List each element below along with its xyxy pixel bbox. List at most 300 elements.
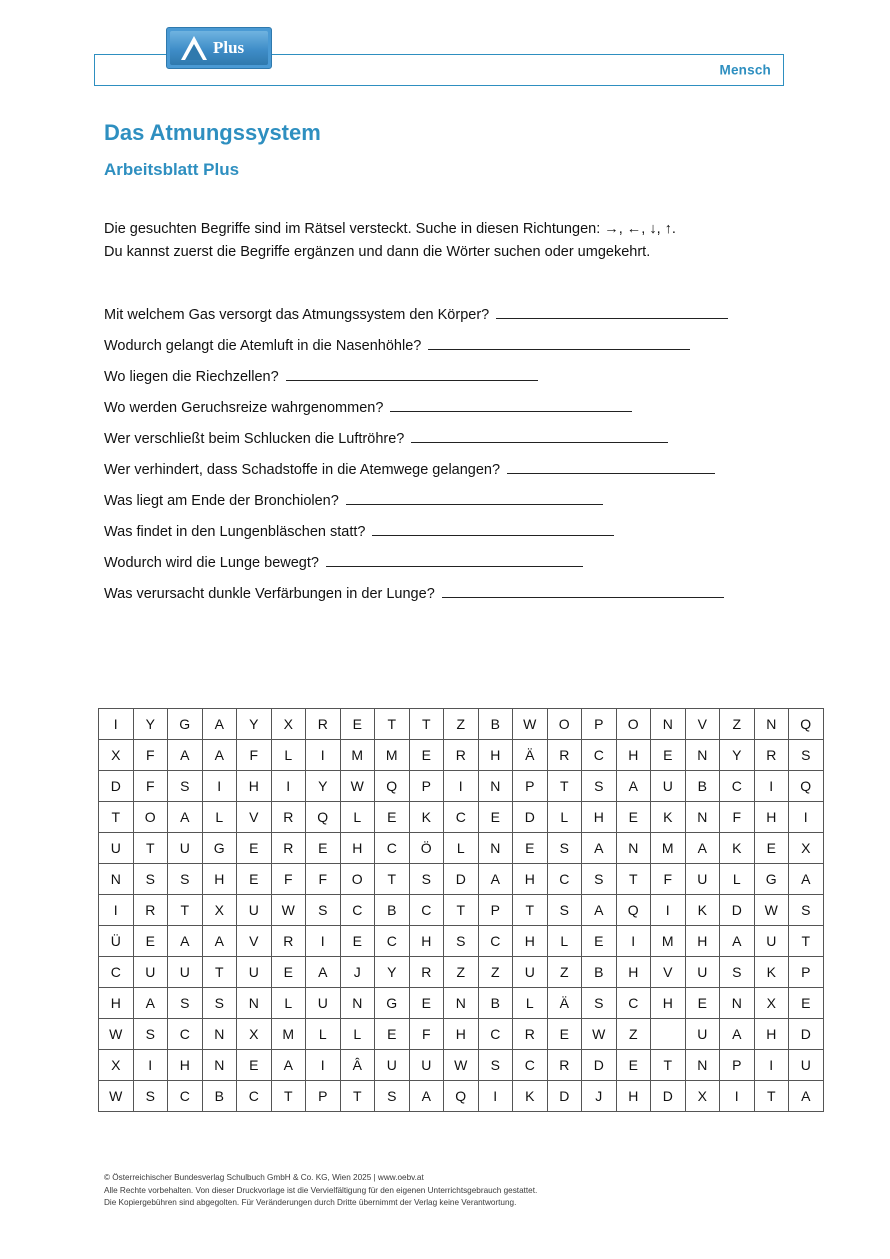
grid-row xyxy=(99,802,824,833)
grid-cell[interactable]: L xyxy=(547,802,582,833)
grid-cell[interactable]: U xyxy=(789,1050,824,1081)
grid-cell[interactable]: I xyxy=(306,926,341,957)
grid-cell[interactable]: A xyxy=(582,895,617,926)
grid-cell[interactable]: E xyxy=(271,957,306,988)
grid-cell[interactable]: F xyxy=(133,771,168,802)
grid-cell[interactable]: H xyxy=(478,740,513,771)
grid-cell[interactable]: Â xyxy=(340,1050,375,1081)
grid-cell[interactable]: R xyxy=(133,895,168,926)
grid-cell[interactable]: X xyxy=(237,1019,272,1050)
grid-cell[interactable]: L xyxy=(306,1019,341,1050)
grid-cell[interactable]: E xyxy=(409,740,444,771)
grid-cell[interactable]: P xyxy=(789,957,824,988)
grid-cell[interactable]: N xyxy=(720,988,755,1019)
grid-cell[interactable]: N xyxy=(685,802,720,833)
grid-cell[interactable]: N xyxy=(99,864,134,895)
grid-cell[interactable]: E xyxy=(616,802,651,833)
grid-cell[interactable]: C xyxy=(444,802,479,833)
grid-cell[interactable]: C xyxy=(375,926,410,957)
answer-blank-line[interactable] xyxy=(286,366,538,381)
grid-cell[interactable]: U xyxy=(375,1050,410,1081)
grid-cell[interactable]: Ü xyxy=(99,926,134,957)
grid-cell[interactable]: A xyxy=(685,833,720,864)
grid-cell[interactable]: D xyxy=(99,771,134,802)
grid-cell[interactable]: I xyxy=(444,771,479,802)
grid-cell[interactable]: T xyxy=(444,895,479,926)
grid-cell[interactable]: A xyxy=(202,709,237,740)
grid-cell[interactable]: Q xyxy=(789,771,824,802)
grid-cell[interactable]: H xyxy=(168,1050,203,1081)
grid-cell[interactable]: E xyxy=(616,1050,651,1081)
grid-cell[interactable]: A xyxy=(133,988,168,1019)
grid-cell[interactable]: G xyxy=(375,988,410,1019)
grid-cell[interactable]: X xyxy=(789,833,824,864)
grid-cell[interactable]: U xyxy=(168,833,203,864)
grid-cell[interactable]: I xyxy=(306,740,341,771)
grid-cell[interactable]: W xyxy=(271,895,306,926)
grid-cell[interactable]: Y xyxy=(720,740,755,771)
grid-cell[interactable]: Q xyxy=(616,895,651,926)
grid-cell[interactable]: T xyxy=(271,1081,306,1112)
grid-cell[interactable]: N xyxy=(237,988,272,1019)
grid-cell[interactable]: B xyxy=(582,957,617,988)
publisher-logo xyxy=(166,27,272,69)
grid-cell[interactable]: W xyxy=(444,1050,479,1081)
answer-blank-line[interactable] xyxy=(411,428,668,443)
question-row xyxy=(104,335,804,366)
grid-cell[interactable]: C xyxy=(478,1019,513,1050)
grid-cell[interactable]: T xyxy=(547,771,582,802)
grid-cell[interactable]: S xyxy=(409,864,444,895)
grid-cell[interactable]: P xyxy=(720,1050,755,1081)
grid-cell[interactable]: K xyxy=(685,895,720,926)
grid-cell[interactable]: U xyxy=(168,957,203,988)
grid-cell[interactable]: I xyxy=(133,1050,168,1081)
grid-cell[interactable]: A xyxy=(478,864,513,895)
answer-blank-line[interactable] xyxy=(390,397,632,412)
grid-cell[interactable]: L xyxy=(202,802,237,833)
grid-cell[interactable]: H xyxy=(409,926,444,957)
grid-cell[interactable]: V xyxy=(651,957,686,988)
grid-cell[interactable]: S xyxy=(582,988,617,1019)
grid-cell[interactable]: R xyxy=(409,957,444,988)
grid-cell[interactable]: Ä xyxy=(547,988,582,1019)
grid-cell[interactable]: H xyxy=(582,802,617,833)
grid-cell[interactable]: E xyxy=(478,802,513,833)
grid-row xyxy=(99,864,824,895)
grid-cell[interactable]: A xyxy=(720,926,755,957)
grid-cell[interactable]: E xyxy=(237,864,272,895)
question-row xyxy=(104,552,804,583)
grid-cell[interactable]: N xyxy=(444,988,479,1019)
grid-cell[interactable]: U xyxy=(237,957,272,988)
grid-cell[interactable]: H xyxy=(340,833,375,864)
grid-cell[interactable]: G xyxy=(754,864,789,895)
grid-cell[interactable]: B xyxy=(478,988,513,1019)
grid-cell[interactable]: T xyxy=(99,802,134,833)
grid-cell[interactable]: I xyxy=(754,1050,789,1081)
grid-cell[interactable]: C xyxy=(375,833,410,864)
grid-cell[interactable]: T xyxy=(133,833,168,864)
grid-cell[interactable]: U xyxy=(133,957,168,988)
grid-cell[interactable]: I xyxy=(616,926,651,957)
grid-cell[interactable]: H xyxy=(237,771,272,802)
grid-cell[interactable]: W xyxy=(513,709,548,740)
grid-cell[interactable]: J xyxy=(582,1081,617,1112)
grid-cell[interactable]: A xyxy=(582,833,617,864)
grid-row xyxy=(99,1050,824,1081)
grid-cell[interactable]: U xyxy=(409,1050,444,1081)
grid-cell[interactable]: I xyxy=(651,895,686,926)
grid-cell[interactable]: Z xyxy=(720,709,755,740)
grid-cell[interactable]: S xyxy=(478,1050,513,1081)
grid-cell[interactable]: U xyxy=(651,771,686,802)
grid-cell[interactable]: T xyxy=(616,864,651,895)
grid-cell[interactable]: F xyxy=(720,802,755,833)
grid-cell[interactable]: I xyxy=(720,1081,755,1112)
grid-cell[interactable]: S xyxy=(375,1081,410,1112)
grid-cell[interactable]: C xyxy=(720,771,755,802)
grid-cell[interactable]: O xyxy=(340,864,375,895)
grid-cell[interactable] xyxy=(651,1019,686,1050)
grid-cell[interactable]: C xyxy=(513,1050,548,1081)
grid-cell[interactable]: N xyxy=(478,771,513,802)
grid-cell[interactable]: A xyxy=(202,926,237,957)
grid-cell[interactable]: R xyxy=(754,740,789,771)
grid-cell[interactable]: N xyxy=(685,740,720,771)
grid-cell[interactable]: A xyxy=(168,740,203,771)
grid-cell[interactable]: X xyxy=(99,1050,134,1081)
grid-cell[interactable]: H xyxy=(754,802,789,833)
grid-cell[interactable]: S xyxy=(582,771,617,802)
grid-cell[interactable]: E xyxy=(340,709,375,740)
grid-cell[interactable]: D xyxy=(582,1050,617,1081)
grid-cell[interactable]: S xyxy=(133,1019,168,1050)
grid-cell[interactable]: T xyxy=(375,709,410,740)
grid-cell[interactable]: H xyxy=(651,988,686,1019)
grid-cell[interactable]: K xyxy=(720,833,755,864)
grid-cell[interactable]: Z xyxy=(547,957,582,988)
answer-blank-line[interactable] xyxy=(346,490,603,505)
grid-cell[interactable]: E xyxy=(651,740,686,771)
grid-cell[interactable]: H xyxy=(444,1019,479,1050)
grid-cell[interactable]: A xyxy=(168,802,203,833)
grid-cell[interactable]: I xyxy=(99,895,134,926)
grid-cell[interactable]: T xyxy=(754,1081,789,1112)
grid-cell[interactable]: W xyxy=(754,895,789,926)
grid-cell[interactable]: E xyxy=(237,833,272,864)
grid-cell[interactable]: N xyxy=(340,988,375,1019)
grid-cell[interactable]: S xyxy=(789,895,824,926)
grid-cell[interactable]: N xyxy=(616,833,651,864)
grid-cell[interactable]: A xyxy=(789,864,824,895)
grid-cell[interactable]: L xyxy=(444,833,479,864)
grid-cell[interactable]: H xyxy=(616,957,651,988)
grid-cell[interactable]: U xyxy=(513,957,548,988)
grid-cell[interactable]: D xyxy=(513,802,548,833)
grid-cell[interactable]: Ä xyxy=(513,740,548,771)
grid-cell[interactable]: H xyxy=(513,926,548,957)
grid-cell[interactable]: S xyxy=(306,895,341,926)
grid-cell[interactable]: K xyxy=(409,802,444,833)
grid-cell[interactable]: S xyxy=(582,864,617,895)
grid-cell[interactable]: A xyxy=(202,740,237,771)
grid-cell[interactable]: Z xyxy=(444,957,479,988)
grid-cell[interactable]: S xyxy=(133,864,168,895)
grid-cell[interactable]: Y xyxy=(133,709,168,740)
grid-cell[interactable]: I xyxy=(99,709,134,740)
grid-cell[interactable]: Q xyxy=(789,709,824,740)
grid-cell[interactable]: U xyxy=(685,1019,720,1050)
grid-cell[interactable]: C xyxy=(99,957,134,988)
grid-cell[interactable]: C xyxy=(582,740,617,771)
grid-cell[interactable]: N xyxy=(202,1019,237,1050)
grid-cell[interactable]: M xyxy=(651,833,686,864)
grid-cell[interactable]: O xyxy=(133,802,168,833)
grid-cell[interactable]: I xyxy=(789,802,824,833)
grid-cell[interactable]: B xyxy=(478,709,513,740)
grid-cell[interactable]: S xyxy=(720,957,755,988)
grid-cell[interactable]: X xyxy=(202,895,237,926)
grid-cell[interactable]: U xyxy=(99,833,134,864)
logo-label: Plus xyxy=(213,38,245,57)
grid-cell[interactable]: G xyxy=(168,709,203,740)
grid-cell[interactable]: B xyxy=(685,771,720,802)
grid-cell[interactable]: F xyxy=(271,864,306,895)
grid-cell[interactable]: B xyxy=(375,895,410,926)
grid-cell[interactable]: H xyxy=(754,1019,789,1050)
grid-cell[interactable]: S xyxy=(547,833,582,864)
grid-cell[interactable]: W xyxy=(99,1019,134,1050)
grid-row xyxy=(99,926,824,957)
grid-cell[interactable]: M xyxy=(651,926,686,957)
grid-cell[interactable]: K xyxy=(513,1081,548,1112)
grid-cell[interactable]: Q xyxy=(375,771,410,802)
grid-cell[interactable]: P xyxy=(513,771,548,802)
answer-blank-line[interactable] xyxy=(372,521,614,536)
grid-cell[interactable]: E xyxy=(547,1019,582,1050)
grid-cell[interactable]: J xyxy=(340,957,375,988)
grid-cell[interactable]: N xyxy=(651,709,686,740)
grid-cell[interactable]: D xyxy=(651,1081,686,1112)
grid-cell[interactable]: P xyxy=(306,1081,341,1112)
grid-cell[interactable]: C xyxy=(168,1019,203,1050)
grid-cell[interactable]: P xyxy=(582,709,617,740)
grid-cell[interactable]: K xyxy=(651,802,686,833)
grid-cell[interactable]: U xyxy=(237,895,272,926)
footer-line-1: © Österreichischer Bundesverlag Schulbuch GmbH & Co. KG, Wien 2025 | www.oebv.at xyxy=(104,1173,424,1182)
grid-cell[interactable]: Z xyxy=(444,709,479,740)
grid-cell[interactable]: S xyxy=(202,988,237,1019)
grid-cell[interactable]: T xyxy=(789,926,824,957)
grid-cell[interactable]: Q xyxy=(444,1081,479,1112)
grid-cell[interactable]: D xyxy=(547,1081,582,1112)
grid-cell[interactable]: X xyxy=(99,740,134,771)
grid-cell[interactable]: I xyxy=(202,771,237,802)
grid-cell[interactable]: X xyxy=(271,709,306,740)
grid-cell[interactable]: S xyxy=(444,926,479,957)
grid-cell[interactable]: T xyxy=(168,895,203,926)
grid-cell[interactable]: L xyxy=(720,864,755,895)
grid-cell[interactable]: T xyxy=(375,864,410,895)
grid-cell[interactable]: P xyxy=(478,895,513,926)
grid-cell[interactable]: N xyxy=(754,709,789,740)
grid-cell[interactable]: A xyxy=(789,1081,824,1112)
grid-cell[interactable]: R xyxy=(444,740,479,771)
grid-cell[interactable]: X xyxy=(754,988,789,1019)
grid-cell[interactable]: M xyxy=(340,740,375,771)
grid-cell[interactable]: T xyxy=(340,1081,375,1112)
question-text: Mit welchem Gas versorgt das Atmungssystem den Körper? xyxy=(104,307,490,323)
grid-cell[interactable]: C xyxy=(340,895,375,926)
grid-cell[interactable]: C xyxy=(237,1081,272,1112)
grid-cell[interactable]: R xyxy=(547,1050,582,1081)
grid-cell[interactable]: E xyxy=(582,926,617,957)
grid-cell[interactable]: Y xyxy=(306,771,341,802)
grid-cell[interactable]: F xyxy=(651,864,686,895)
grid-cell[interactable]: I xyxy=(754,771,789,802)
grid-cell[interactable]: H xyxy=(685,926,720,957)
grid-cell[interactable]: R xyxy=(513,1019,548,1050)
grid-cell[interactable]: S xyxy=(789,740,824,771)
grid-cell[interactable]: N xyxy=(685,1050,720,1081)
grid-cell[interactable]: L xyxy=(271,740,306,771)
grid-cell[interactable]: I xyxy=(271,771,306,802)
grid-cell[interactable]: S xyxy=(168,864,203,895)
grid-cell[interactable]: H xyxy=(616,1081,651,1112)
grid-cell[interactable]: A xyxy=(409,1081,444,1112)
grid-cell[interactable]: S xyxy=(547,895,582,926)
grid-cell[interactable]: Z xyxy=(616,1019,651,1050)
grid-cell[interactable]: S xyxy=(133,1081,168,1112)
grid-cell[interactable]: U xyxy=(754,926,789,957)
grid-cell[interactable]: F xyxy=(306,864,341,895)
grid-cell[interactable]: E xyxy=(375,1019,410,1050)
grid-cell[interactable]: R xyxy=(271,802,306,833)
grid-cell[interactable]: E xyxy=(513,833,548,864)
grid-cell[interactable]: M xyxy=(271,1019,306,1050)
grid-cell[interactable]: L xyxy=(340,1019,375,1050)
grid-cell[interactable]: L xyxy=(547,926,582,957)
grid-cell[interactable]: R xyxy=(547,740,582,771)
grid-cell[interactable]: E xyxy=(237,1050,272,1081)
grid-cell[interactable]: R xyxy=(306,709,341,740)
grid-cell[interactable]: A xyxy=(306,957,341,988)
grid-cell[interactable]: L xyxy=(271,988,306,1019)
grid-cell[interactable]: E xyxy=(133,926,168,957)
grid-cell[interactable]: E xyxy=(375,802,410,833)
grid-row xyxy=(99,895,824,926)
answer-blank-line[interactable] xyxy=(428,335,690,350)
grid-cell[interactable]: Z xyxy=(478,957,513,988)
grid-cell[interactable]: D xyxy=(789,1019,824,1050)
grid-cell[interactable]: E xyxy=(409,988,444,1019)
grid-cell[interactable]: P xyxy=(409,771,444,802)
grid-cell[interactable]: R xyxy=(271,926,306,957)
grid-cell[interactable]: C xyxy=(478,926,513,957)
grid-cell[interactable]: T xyxy=(202,957,237,988)
answer-blank-line[interactable] xyxy=(442,583,724,598)
answer-blank-line[interactable] xyxy=(496,304,728,319)
grid-cell[interactable]: F xyxy=(237,740,272,771)
grid-cell[interactable]: H xyxy=(202,864,237,895)
grid-cell[interactable]: W xyxy=(340,771,375,802)
grid-cell[interactable]: D xyxy=(444,864,479,895)
grid-cell[interactable]: E xyxy=(340,926,375,957)
grid-cell[interactable]: Y xyxy=(375,957,410,988)
grid-cell[interactable]: M xyxy=(375,740,410,771)
grid-cell[interactable]: R xyxy=(271,833,306,864)
grid-cell[interactable]: E xyxy=(306,833,341,864)
grid-cell[interactable]: Ö xyxy=(409,833,444,864)
instructions-line-1: Die gesuchten Begriffe sind im Rätsel versteckt. Suche in diesen Richtungen: →, ←, ↓, ↑. xyxy=(104,221,676,237)
grid-cell[interactable]: A xyxy=(271,1050,306,1081)
grid-cell[interactable]: T xyxy=(409,709,444,740)
grid-cell[interactable]: S xyxy=(168,988,203,1019)
grid-cell[interactable]: I xyxy=(478,1081,513,1112)
grid-cell[interactable]: G xyxy=(202,833,237,864)
grid-cell[interactable]: T xyxy=(513,895,548,926)
grid-cell[interactable]: E xyxy=(685,988,720,1019)
grid-row xyxy=(99,771,824,802)
grid-cell[interactable]: Q xyxy=(306,802,341,833)
grid-cell[interactable]: A xyxy=(720,1019,755,1050)
grid-cell[interactable]: L xyxy=(513,988,548,1019)
grid-cell[interactable]: C xyxy=(168,1081,203,1112)
grid-cell[interactable]: W xyxy=(99,1081,134,1112)
grid-cell[interactable]: H xyxy=(616,740,651,771)
grid-cell[interactable]: H xyxy=(99,988,134,1019)
instructions-line-2: Du kannst zuerst die Begriffe ergänzen und dann die Wörter suchen oder umgekehrt. xyxy=(104,244,651,260)
grid-cell[interactable]: I xyxy=(306,1050,341,1081)
grid-cell[interactable]: U xyxy=(306,988,341,1019)
grid-cell[interactable]: A xyxy=(616,771,651,802)
grid-cell[interactable]: U xyxy=(685,864,720,895)
grid-cell[interactable]: L xyxy=(340,802,375,833)
answer-blank-line[interactable] xyxy=(507,459,715,474)
grid-cell[interactable]: F xyxy=(409,1019,444,1050)
grid-cell[interactable]: A xyxy=(168,926,203,957)
question-row xyxy=(104,366,804,397)
grid-cell[interactable]: B xyxy=(202,1081,237,1112)
grid-cell[interactable]: T xyxy=(651,1050,686,1081)
grid-cell[interactable]: O xyxy=(547,709,582,740)
answer-blank-line[interactable] xyxy=(326,552,583,567)
grid-cell[interactable]: D xyxy=(720,895,755,926)
grid-cell[interactable]: C xyxy=(547,864,582,895)
grid-cell[interactable]: E xyxy=(754,833,789,864)
grid-cell[interactable]: K xyxy=(754,957,789,988)
grid-cell[interactable]: O xyxy=(616,709,651,740)
grid-cell[interactable]: N xyxy=(478,833,513,864)
grid-cell[interactable]: X xyxy=(685,1081,720,1112)
grid-cell[interactable]: S xyxy=(168,771,203,802)
grid-cell[interactable]: U xyxy=(685,957,720,988)
grid-cell[interactable]: C xyxy=(409,895,444,926)
grid-cell[interactable]: C xyxy=(616,988,651,1019)
grid-cell[interactable]: E xyxy=(789,988,824,1019)
question-row xyxy=(104,521,804,552)
grid-cell[interactable]: F xyxy=(133,740,168,771)
grid-cell[interactable]: W xyxy=(582,1019,617,1050)
grid-cell[interactable]: V xyxy=(237,926,272,957)
grid-cell[interactable]: N xyxy=(202,1050,237,1081)
instructions xyxy=(104,218,804,264)
grid-cell[interactable]: H xyxy=(513,864,548,895)
grid-cell[interactable]: Y xyxy=(237,709,272,740)
grid-cell[interactable]: V xyxy=(237,802,272,833)
grid-cell[interactable]: V xyxy=(685,709,720,740)
